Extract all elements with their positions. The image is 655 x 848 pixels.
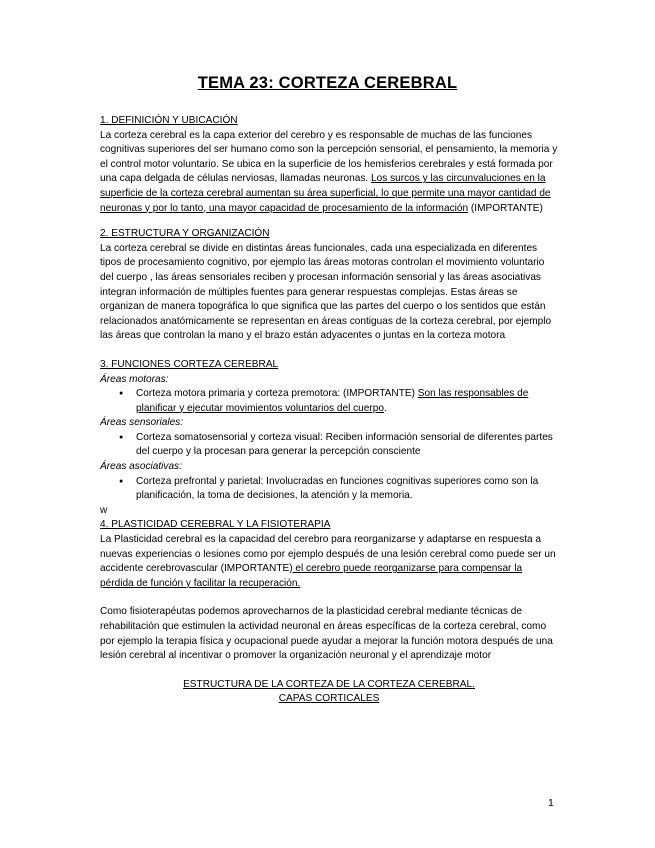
section-1-text: La corteza cerebral es la capa exterior del cerebro y es responsable de muchas de las funciones cognitivas superiores del ser humano como son la percepción sensorial, el pensamiento, la memoria y el control motor voluntario. Se ubica en la superficie de los hemisferios cerebrales y está formada por una capa delgada de células nerviosas, llamadas neuronas. bbox=[100, 129, 558, 185]
asociativas-list bbox=[100, 475, 558, 504]
section-2-paragraph: La corteza cerebral se divide en distintas áreas funcionales, cada una especializada en diferentes tipos de procesamiento cognitivo, por ejemplo las áreas motoras controlan el movimiento voluntario del cuerpo , las áreas sensoriales reciben y procesan información sensorial y las áreas asociativas integran información de múltiples fuentes para generar respuestas complejas. Estas áreas se organizan de manera topográfica lo que significa que las partes del cuerpo o los sentidos que están relacionados anatómicamente se representan en áreas contiguas de la corteza cerebral, por ejemplo las áreas que controlan la mano y el brazo están adyacentes o juntas en la corteza motora bbox=[100, 242, 552, 342]
spacer bbox=[100, 344, 558, 358]
stray-text: w bbox=[100, 504, 108, 516]
motoras-text: Corteza motora primaria y corteza premotora: (IMPORTANTE) bbox=[136, 388, 418, 400]
spacer bbox=[100, 216, 558, 227]
section-1-heading: 1. DEFINICIÓN Y UBICACIÓN bbox=[100, 115, 238, 126]
motoras-label: Áreas motoras: bbox=[100, 373, 169, 385]
final-heading-line-2: CAPAS CORTICALES bbox=[278, 693, 380, 705]
document-body bbox=[100, 114, 558, 707]
page-title: TEMA 23: CORTEZA CEREBRAL bbox=[197, 74, 458, 92]
spacer bbox=[100, 664, 558, 678]
page-number: 1 bbox=[548, 797, 554, 809]
motoras-tail: . bbox=[383, 402, 387, 414]
motoras-list-item bbox=[136, 387, 558, 416]
asociativas-list-item: ● Corteza prefrontal y parietal: Involucradas en funciones cognitivas superiores como son la planificación, la toma de decisiones, la atención y la memoria. bbox=[136, 475, 558, 504]
section-2-heading: 2. ESTRUCTURA Y ORGANIZACIÓN bbox=[100, 228, 270, 240]
section-1-paragraph bbox=[100, 129, 558, 217]
final-heading-line-1: ESTRUCTURA DE LA CORTEZA DE LA CORTEZA CEREBRAL. bbox=[183, 678, 475, 690]
section-1-tail: (IMPORTANTE) bbox=[468, 202, 543, 214]
section-4-text: La Plasticidad cerebral es la capacidad del cerebro para reorganizarse y adaptarse en respuesta a nuevas experiencias o lesiones como por ejemplo después de una lesión cerebral como puede ser un accidente cerebrovascular (IMPORTANTE) bbox=[100, 534, 556, 575]
spacer bbox=[100, 591, 558, 605]
section-4-heading: 4. PLASTICIDAD CEREBRAL Y LA FISIOTERAPIA bbox=[100, 519, 331, 531]
sensoriales-label: Áreas sensoriales: bbox=[100, 417, 184, 429]
section-4-paragraph-2: Como fisioterapéutas podemos aprovecharnos de la plasticidad cerebral mediante técnicas de rehabilitación que estimulen la actividad neuronal en áreas específicas de la corteza cerebral, como por ejemplo la terapia física y ocupacional puede ayudar a mejorar la función motora después de una lesión cerebral al incentivar o promover la organización neuronal y el aprendizaje motor bbox=[100, 606, 553, 662]
motoras-underlined-text: Son las responsables de planificar y ejecutar movimientos voluntarios del cuerpo bbox=[136, 388, 529, 414]
sensoriales-list bbox=[100, 431, 558, 460]
section-3-heading: 3. FUNCIONES CORTEZA CEREBRAL bbox=[100, 358, 279, 370]
section-4-underlined-text: el cerebro puede reorganizarse para compensar la pérdida de función y facilitar la recuperación. bbox=[100, 563, 523, 589]
section-4-paragraph bbox=[100, 533, 558, 591]
asociativas-label: Áreas asociativas: bbox=[100, 461, 182, 473]
section-1-underlined-text: Los surcos y las circunvaluciones en la superficie de la corteza cerebral aumentan su área superficial, lo que permite una mayor cantidad de neuronas y por lo tanto, una mayor capacidad de procesamiento de la información bbox=[100, 173, 551, 214]
motoras-list bbox=[100, 387, 558, 416]
sensoriales-list-item: ● Corteza somatosensorial y corteza visual: Reciben información sensorial de diferentes partes del cuerpo y la procesan para generar la percepción consciente bbox=[136, 431, 558, 460]
